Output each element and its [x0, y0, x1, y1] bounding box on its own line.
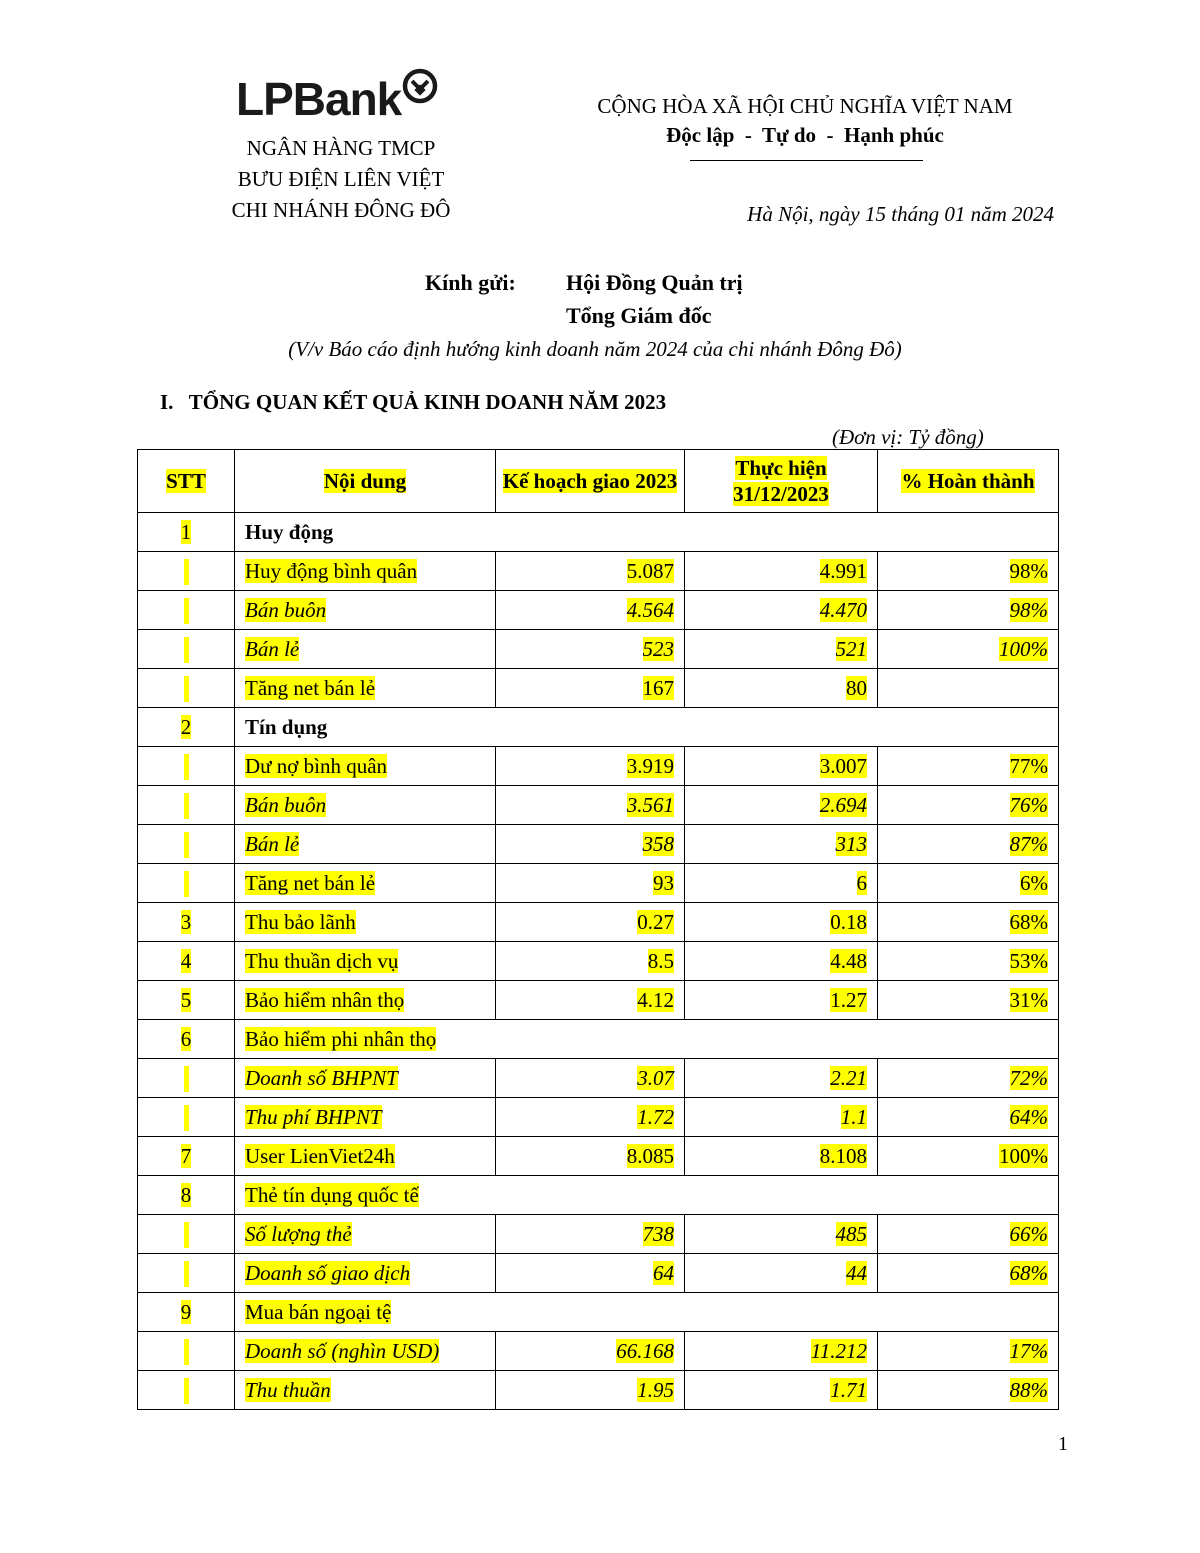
- row-stt: [138, 630, 235, 669]
- row-actual: 8.108: [685, 1137, 878, 1176]
- table-row: [138, 825, 1059, 864]
- table-row: [138, 1176, 1059, 1215]
- row-plan: 523: [496, 630, 685, 669]
- page-number: 1: [1058, 1433, 1068, 1455]
- table-row: [138, 708, 1059, 747]
- row-content: Mua bán ngoại tệ: [235, 1293, 1059, 1332]
- results-table: [137, 449, 1059, 1410]
- row-plan: 1.95: [496, 1371, 685, 1410]
- row-content: Thu thuần dịch vụ: [235, 942, 496, 981]
- row-percent: 98%: [878, 591, 1059, 630]
- row-stt: [138, 552, 235, 591]
- table-row: [138, 1332, 1059, 1371]
- row-content: Bán lẻ: [235, 825, 496, 864]
- row-content: Tăng net bán lẻ: [235, 864, 496, 903]
- row-stt: [138, 1098, 235, 1137]
- row-stt: [138, 591, 235, 630]
- row-content: Tăng net bán lẻ: [235, 669, 496, 708]
- row-stt: [138, 1215, 235, 1254]
- row-actual: 4.48: [685, 942, 878, 981]
- row-content: Doanh số (nghìn USD): [235, 1332, 496, 1371]
- row-plan: 167: [496, 669, 685, 708]
- row-stt: [138, 825, 235, 864]
- row-actual: 0.18: [685, 903, 878, 942]
- row-content: Doanh số giao dịch: [235, 1254, 496, 1293]
- row-content: Dư nợ bình quân: [235, 747, 496, 786]
- row-stt: [138, 786, 235, 825]
- row-content: Thu bảo lãnh: [235, 903, 496, 942]
- row-percent: 53%: [878, 942, 1059, 981]
- row-plan: 738: [496, 1215, 685, 1254]
- row-stt: 6: [138, 1020, 235, 1059]
- row-stt: [138, 669, 235, 708]
- row-actual: 6: [685, 864, 878, 903]
- row-content: Bảo hiểm phi nhân thọ: [235, 1020, 1059, 1059]
- row-stt: 8: [138, 1176, 235, 1215]
- row-actual: 2.694: [685, 786, 878, 825]
- row-actual: 80: [685, 669, 878, 708]
- table-row: [138, 1371, 1059, 1410]
- table-row: [138, 903, 1059, 942]
- section-title: I. TỔNG QUAN KẾT QUẢ KINH DOANH NĂM 2023: [160, 390, 667, 414]
- row-stt: 9: [138, 1293, 235, 1332]
- row-plan: 4.12: [496, 981, 685, 1020]
- header-content: Nội dung: [235, 450, 496, 513]
- row-stt: 7: [138, 1137, 235, 1176]
- header-percent: % Hoàn thành: [878, 450, 1059, 513]
- row-content: Bán buôn: [235, 591, 496, 630]
- table-row: [138, 942, 1059, 981]
- row-content: Số lượng thẻ: [235, 1215, 496, 1254]
- row-plan: 5.087: [496, 552, 685, 591]
- row-actual: 1.27: [685, 981, 878, 1020]
- row-content: User LienViet24h: [235, 1137, 496, 1176]
- row-content: Thẻ tín dụng quốc tế: [235, 1176, 1059, 1215]
- row-plan: 0.27: [496, 903, 685, 942]
- row-percent: 68%: [878, 903, 1059, 942]
- row-percent: 68%: [878, 1254, 1059, 1293]
- row-percent: [878, 669, 1059, 708]
- row-content: Bảo hiểm nhân thọ: [235, 981, 496, 1020]
- row-percent: 17%: [878, 1332, 1059, 1371]
- lpbank-logo: [236, 70, 446, 130]
- row-stt: 2: [138, 708, 235, 747]
- table-row: [138, 981, 1059, 1020]
- recipient-board: Hội Đồng Quản trị: [566, 270, 743, 295]
- table-row: [138, 747, 1059, 786]
- row-percent: 100%: [878, 1137, 1059, 1176]
- bank-name-line-2: BƯU ĐIỆN LIÊN VIỆT: [237, 167, 445, 191]
- row-stt: 1: [138, 513, 235, 552]
- row-content: Bán lẻ: [235, 630, 496, 669]
- row-percent: 66%: [878, 1215, 1059, 1254]
- row-stt: [138, 864, 235, 903]
- row-percent: 100%: [878, 630, 1059, 669]
- row-stt: 4: [138, 942, 235, 981]
- row-percent: 6%: [878, 864, 1059, 903]
- row-plan: 66.168: [496, 1332, 685, 1371]
- row-actual: 1.71: [685, 1371, 878, 1410]
- row-stt: 5: [138, 981, 235, 1020]
- row-plan: 358: [496, 825, 685, 864]
- table-row: [138, 1137, 1059, 1176]
- row-percent: 98%: [878, 552, 1059, 591]
- row-stt: [138, 1059, 235, 1098]
- row-actual: 485: [685, 1215, 878, 1254]
- table-row: [138, 591, 1059, 630]
- row-stt: [138, 747, 235, 786]
- row-content: Thu thuần: [235, 1371, 496, 1410]
- table-row: [138, 1254, 1059, 1293]
- table-row: [138, 669, 1059, 708]
- address-label: Kính gửi:: [425, 270, 516, 295]
- row-actual: 3.007: [685, 747, 878, 786]
- row-plan: 64: [496, 1254, 685, 1293]
- table-row: [138, 1215, 1059, 1254]
- header-plan: Kế hoạch giao 2023: [496, 450, 685, 513]
- motto-underline: [690, 160, 923, 161]
- row-percent: 72%: [878, 1059, 1059, 1098]
- row-actual: 313: [685, 825, 878, 864]
- table-header-row: [138, 450, 1059, 513]
- row-actual: 521: [685, 630, 878, 669]
- table-row: [138, 513, 1059, 552]
- row-actual: 2.21: [685, 1059, 878, 1098]
- row-actual: 44: [685, 1254, 878, 1293]
- row-percent: 31%: [878, 981, 1059, 1020]
- row-plan: 1.72: [496, 1098, 685, 1137]
- document-date: Hà Nội, ngày 15 tháng 01 năm 2024: [747, 202, 1054, 226]
- national-motto: Độc lập - Tự do - Hạnh phúc: [666, 123, 944, 147]
- row-percent: 87%: [878, 825, 1059, 864]
- row-plan: 8.085: [496, 1137, 685, 1176]
- header-actual: Thực hiện 31/12/2023: [685, 450, 878, 513]
- table-row: [138, 1059, 1059, 1098]
- bank-name-line-1: NGÂN HÀNG TMCP: [246, 136, 436, 160]
- row-plan: 3.561: [496, 786, 685, 825]
- row-actual: 11.212: [685, 1332, 878, 1371]
- row-content: Tín dụng: [235, 708, 1059, 747]
- row-stt: 3: [138, 903, 235, 942]
- row-stt: [138, 1332, 235, 1371]
- document-subject: (V/v Báo cáo định hướng kinh doanh năm 2024 của chi nhánh Đông Đô): [288, 337, 902, 361]
- table-row: [138, 630, 1059, 669]
- row-percent: 64%: [878, 1098, 1059, 1137]
- country-name: CỘNG HÒA XÃ HỘI CHỦ NGHĨA VIỆT NAM: [597, 94, 1013, 118]
- row-plan: 93: [496, 864, 685, 903]
- unit-note: (Đơn vị: Tỷ đồng): [832, 425, 984, 449]
- header-stt: STT: [138, 450, 235, 513]
- row-content: Doanh số BHPNT: [235, 1059, 496, 1098]
- row-content: Thu phí BHPNT: [235, 1098, 496, 1137]
- row-plan: 8.5: [496, 942, 685, 981]
- row-content: Bán buôn: [235, 786, 496, 825]
- row-stt: [138, 1254, 235, 1293]
- row-plan: 3.919: [496, 747, 685, 786]
- row-plan: 3.07: [496, 1059, 685, 1098]
- logo-emblem-icon: [396, 68, 444, 110]
- row-actual: 4.470: [685, 591, 878, 630]
- table-row: [138, 864, 1059, 903]
- row-percent: 88%: [878, 1371, 1059, 1410]
- table-row: [138, 1293, 1059, 1332]
- row-content: Huy động: [235, 513, 1059, 552]
- row-actual: 4.991: [685, 552, 878, 591]
- row-stt: [138, 1371, 235, 1410]
- table-row: [138, 786, 1059, 825]
- row-percent: 76%: [878, 786, 1059, 825]
- row-percent: 77%: [878, 747, 1059, 786]
- row-plan: 4.564: [496, 591, 685, 630]
- table-row: [138, 1020, 1059, 1059]
- table-row: [138, 1098, 1059, 1137]
- logo-text: LPBank: [236, 73, 402, 125]
- table-row: [138, 552, 1059, 591]
- recipient-ceo: Tổng Giám đốc: [566, 303, 712, 328]
- row-content: Huy động bình quân: [235, 552, 496, 591]
- row-actual: 1.1: [685, 1098, 878, 1137]
- bank-name-line-3: CHI NHÁNH ĐÔNG ĐÔ: [231, 198, 451, 222]
